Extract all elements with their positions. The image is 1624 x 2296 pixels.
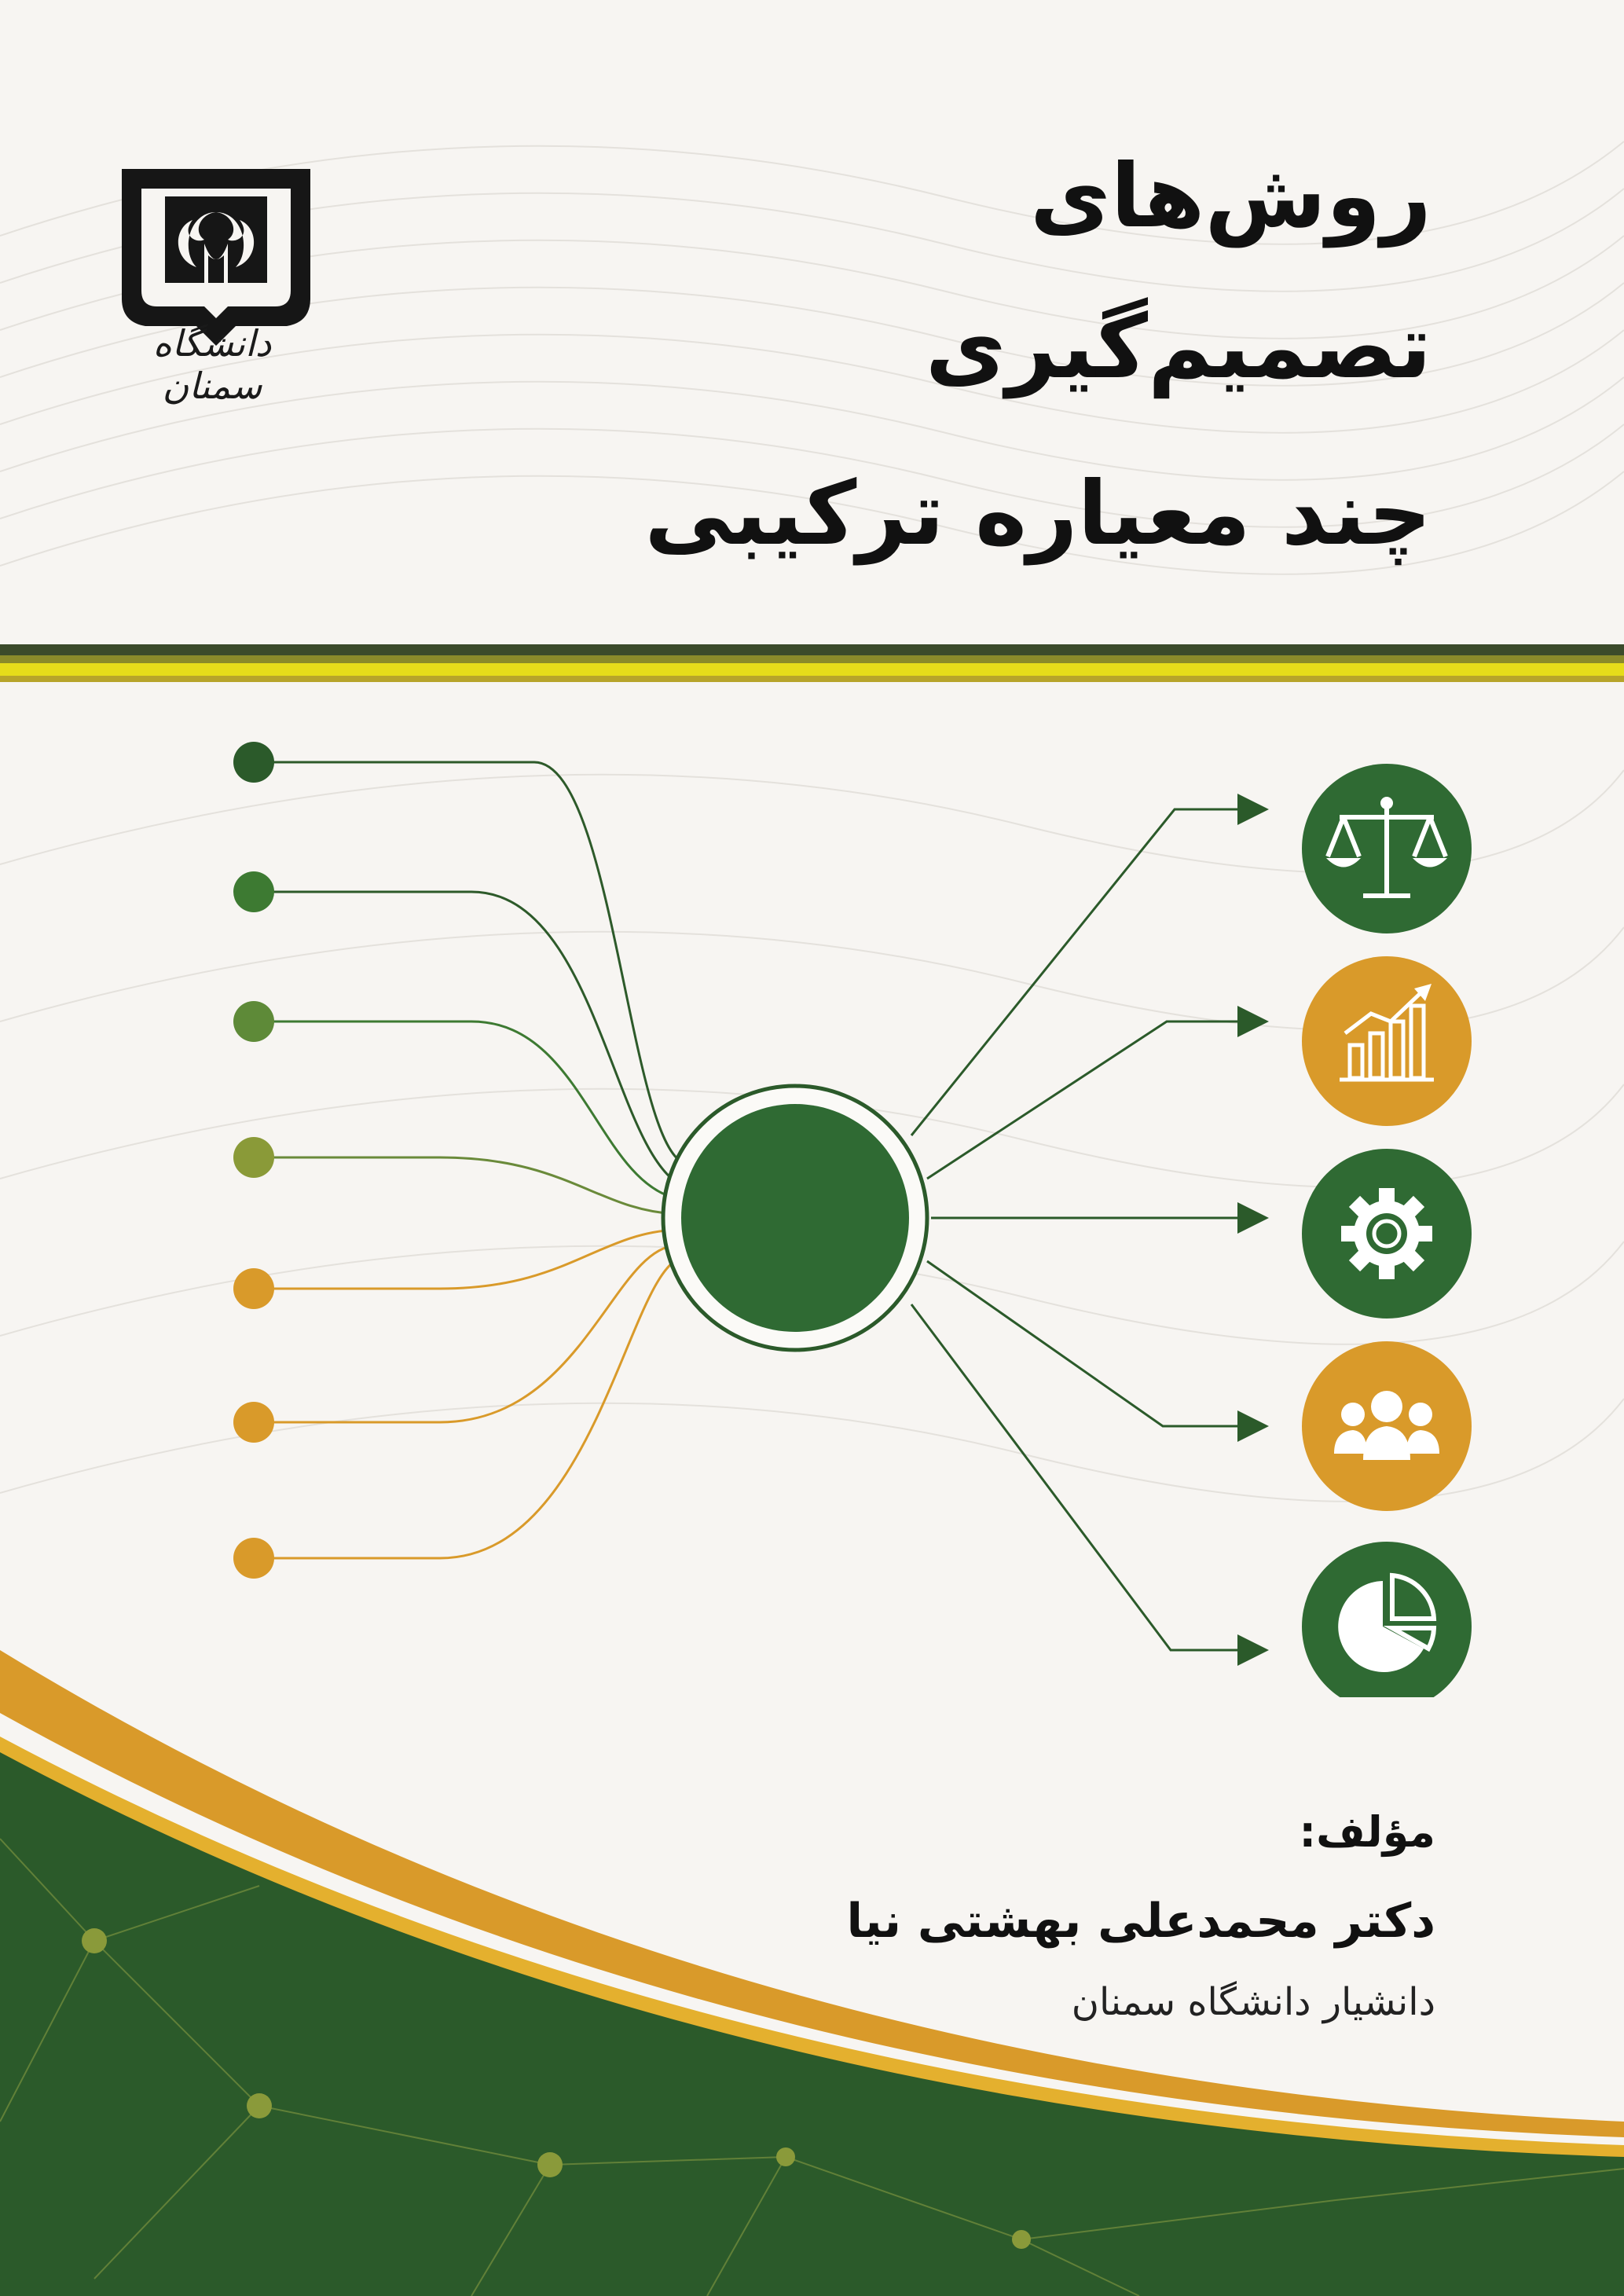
title-line-3: چند معیاره ترکیبی — [644, 463, 1432, 565]
input-node — [233, 1402, 274, 1443]
center-node — [681, 1104, 909, 1332]
input-link — [255, 1157, 676, 1214]
input-link — [255, 1230, 676, 1289]
university-name: دانشگاه سمنان — [152, 322, 272, 407]
input-node — [233, 1268, 274, 1309]
divider-stripes — [0, 644, 1624, 688]
output-link — [911, 1304, 1241, 1650]
input-node — [233, 1001, 274, 1042]
footer-wave — [0, 1634, 1624, 2296]
arrow-head-icon — [1237, 1202, 1269, 1234]
decision-network-diagram — [0, 707, 1624, 1697]
book-title — [332, 145, 1432, 565]
input-link — [255, 1257, 684, 1558]
arrow-head-icon — [1237, 1006, 1269, 1037]
scales-icon — [1302, 764, 1472, 933]
input-node — [233, 1538, 274, 1579]
input-link — [255, 762, 684, 1163]
output-link — [927, 1261, 1241, 1426]
author-label: مؤلف: — [1299, 1807, 1435, 1857]
output-link — [927, 1021, 1241, 1179]
title-line-1: روش‌های — [1030, 145, 1432, 248]
input-link — [255, 1245, 676, 1422]
gear-icon — [1302, 1149, 1472, 1319]
bar-chart-growth-icon — [1302, 956, 1472, 1126]
title-line-2: تصمیم‌گیری — [925, 296, 1432, 398]
input-link — [255, 892, 684, 1187]
output-link — [911, 809, 1241, 1135]
author-position: دانشیار دانشگاه سمنان — [1071, 1980, 1435, 2024]
people-group-icon — [1302, 1341, 1472, 1511]
arrow-head-icon — [1237, 1410, 1269, 1442]
input-link — [255, 1021, 676, 1198]
input-node — [233, 1137, 274, 1178]
input-node — [233, 871, 274, 912]
author-name: دکتر محمدعلی بهشتی نیا — [846, 1894, 1435, 1949]
arrow-head-icon — [1237, 794, 1269, 825]
input-node — [233, 742, 274, 783]
